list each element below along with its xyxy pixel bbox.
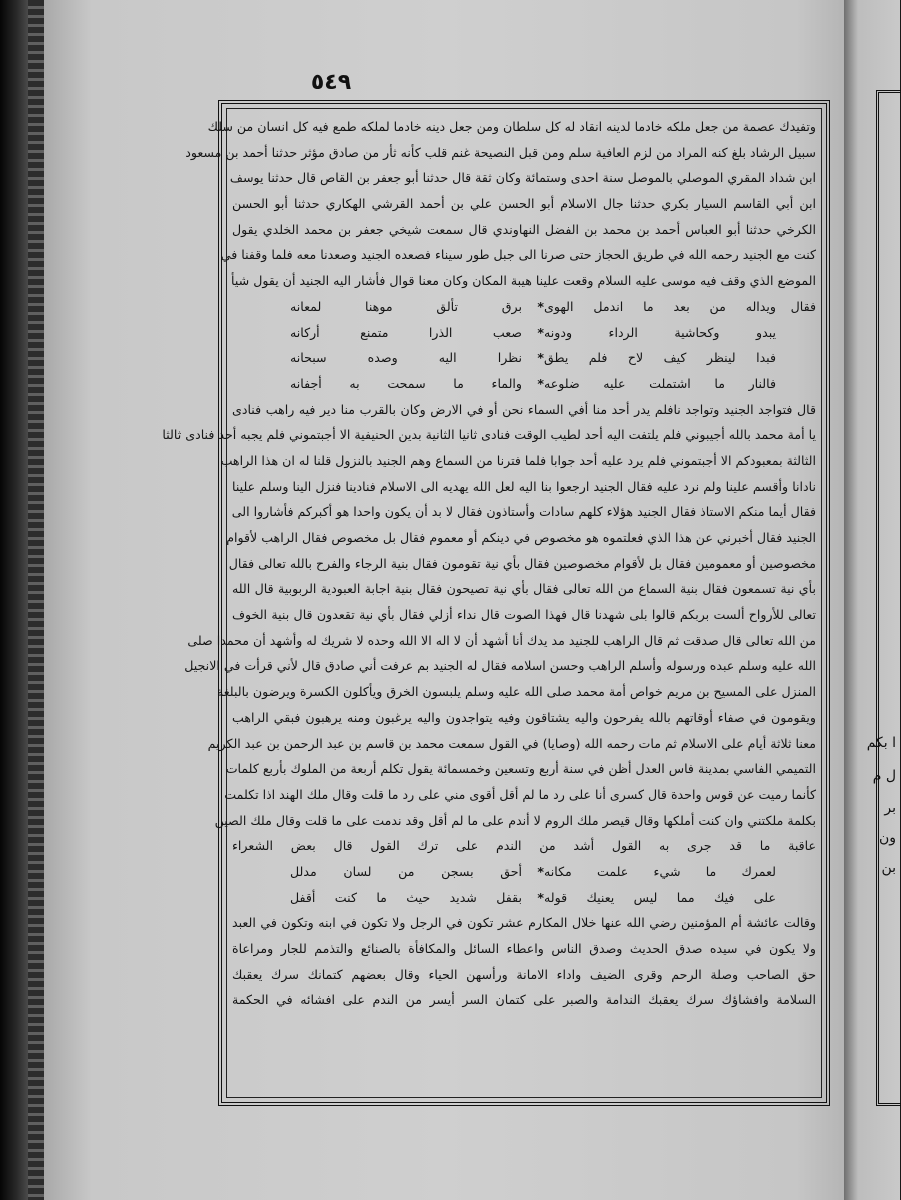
verse-separator: * — [537, 889, 544, 905]
verse-first-hemistich: يبدو وكحاشية الرداء ودونه — [544, 324, 776, 340]
verse-first-hemistich: لعمرك ما شيء علمت مكانه — [544, 863, 776, 879]
facing-page-fragment: ون — [878, 830, 896, 846]
facing-page-fragment: بن — [881, 860, 896, 876]
verse-first-hemistich: فبدا لينظر كيف لاح فلم يطق — [544, 350, 776, 366]
text-line: فقال أيما منكم الاستاذ فقال الجنيد هؤلاء كلهم سادات وأستاذون فقال لا بد أن يكون واحدا هو أكبركم فأشاروا الى — [231, 504, 816, 520]
verse-separator: * — [537, 324, 544, 340]
verse-second-hemistich: صعب الذرا متمنع أركانه — [290, 324, 522, 340]
poem-verse — [232, 859, 816, 885]
text-line: قال فتواجد الجنيد وتواجد نافلم يدر أحد منا أفي السماء نحن أو في الارض وكان بالقرب منا دير فيه راهب فنادى — [232, 401, 816, 417]
text-line: الله عليه وسلم عبده ورسوله وأسلم الراهب وحسن اسلامه فقال له الجنيد بم عرفت أني صادق قال لأني قرأت في الانجيل — [184, 658, 816, 674]
poem-verse — [232, 885, 816, 911]
text-line: معنا ثلاثة أيام على الاسلام ثم مات رحمه الله (وصايا) في القول سمعت محمد بن قاسم بن عبد الرحمن بن عبد الكريم — [207, 735, 816, 751]
poem-verse — [232, 371, 816, 397]
text-line: عاقبة ما قد جرى به القول أشد من الندم على ترك القول قال بعض الشعراء — [232, 838, 816, 854]
text-line: نادانا وأقسم علينا ولم نرد عليه فقال الجنيد ارجعوا بنا اليه لعل الله يهديه الى الاسلام فنادينا فنزل الينا وسلم علينا — [232, 478, 816, 494]
poem-intro: فقال — [790, 298, 816, 314]
text-line: ويقومون في صفاء أوقاتهم بالله يفرحون واليه يشتاقون وفيه يتواجدون واليه يرغبون ومنه يرهبون فبقي الراهب — [232, 709, 816, 725]
facing-page-fragment: بر — [884, 800, 896, 816]
facing-page-fragment: ا بكم — [866, 735, 896, 751]
text-line: يا أمة محمد بالله أجيبوني فلم يلتفت اليه أحد لطيب الوقت فنادى ثانيا الثانية بدين الحنيفية الا أجبتموني فلم يجبه أحد فنادى ثالثا — [162, 427, 816, 443]
text-line: ولا يكون في سيده صدق الحديث وصدق الناس واعطاء السائل والمكافأة بالصنائع والتذمم للجار ومراعاة — [232, 941, 816, 956]
text-line: الموضع الذي وقف فيه موسى عليه السلام وقعت علينا هيبة المكان وكان معنا قوال فأشار اليه الجنيد أن يقول شيأ — [231, 273, 816, 289]
page-number: ٥٤٩ — [310, 70, 352, 95]
text-line: التميمي الفاسي بمدينة فاس العدل أظن في سنة أربع وتسعين وخمسمائة يقول تكلم أربعة من الملوك بأربع كلمات — [225, 761, 816, 777]
verse-first-hemistich: ويداله من بعد ما اندمل الهوى — [544, 298, 776, 314]
verse-separator: * — [537, 863, 544, 879]
verse-second-hemistich: بقفل شديد حيث ما كنت أقفل — [290, 889, 522, 905]
body-text — [162, 114, 816, 1094]
verse-first-hemistich: فالنار ما اشتملت عليه ضلوعه — [544, 375, 776, 391]
text-line: كنت مع الجنيد رحمه الله في طريق الحجاز حتى صرنا الى جبل طور سيناء فصعده الجنيد وصعدنا معه فلما وقفنا في — [220, 247, 816, 263]
facing-page-fragment: ل م — [872, 768, 896, 784]
text-line: حق الصاحب وصلة الرحم وقرى الضيف واداء الامانة ورأسهن الحياء وقال بعضهم كتمانك سرك يعقبك — [232, 966, 816, 982]
text-line: بكلمة ملكتني وان كنت أملكها وقال قيصر ملك الروم لا أندم على ما لم أقل وقد ندمت على ما قلت وقال ملك الصين — [214, 812, 816, 828]
book-spine — [0, 0, 28, 1200]
text-line: كأنما رميت عن قوس واحدة قال كسرى أنا على رد ما لم أقل أقوى مني على رد ما قلت وقال ملك الهند اذا تكلمت — [224, 786, 816, 802]
verse-second-hemistich: برق تألق موهنا لمعانه — [290, 298, 522, 314]
verse-first-hemistich: على فيك مما ليس يعنيك قوله — [544, 889, 776, 905]
facing-page-edge — [844, 0, 900, 1200]
text-line: وقالت عائشة أم المؤمنين رضي الله عنها خلال المكارم عشر تكون في الرجل ولا تكون في ابنه وتكون في العبد — [232, 915, 816, 931]
text-line: الكرخي حدثنا أبو العباس أحمد بن محمد بن الفضل النهاوندي قال سمعت شيخي جعفر بن محمد الخلدي يقول — [232, 221, 816, 237]
verse-second-hemistich: نظرا اليه وصده سبحانه — [290, 350, 522, 366]
text-line: من الله تعالى قال صدقت ثم قال الراهب للجنيد مد يدك أنا أشهد أن لا اله الا الله وحده لا شريك له وأشهد أن محمدا صلى — [187, 632, 816, 648]
text-line: ابن أبي القاسم السيار بكري حدثنا جال الاسلام أبو الحسن علي بن أحمد القرشي الهكاري حدثنا أبو الحسن — [232, 196, 816, 212]
text-line: الجنيد فقال أخبرني عن هذا الذي فعلتموه هو مخصوص في دينكم أو معموم فقال بل مخصوص فقال الراهب لأقوام — [226, 530, 816, 545]
text-line: ابن شداد المقري الموصلي بالموصل سنة احدى وستمائة وكان ثقة قال حدثنا أبو جعفر بن القاص قال حدثنا يوسف — [229, 170, 816, 186]
text-line: بأي نية تسمعون فقال بنية السماع من الله تعالى فقال بأي نية تصيحون فقال بنية اجابة العبودية الربوبية قال الله — [232, 581, 816, 597]
facing-page-frame — [876, 90, 901, 1106]
text-line: الثالثة بمعبودكم الا أجبتموني فلم يرد عليه أحد جوابا فلما فترنا من السماع وهم الجنيد بالنزول قلنا له ان هذا الراهب — [220, 452, 816, 468]
poem-verse — [232, 320, 816, 346]
text-frame — [162, 100, 830, 1106]
text-line: وتفيدك عصمة من جعل ملكه خادما لدينه انقاد له كل سلطان ومن جعل دينه خادما لملكه طمع فيه كل انسان من سلك — [207, 119, 816, 134]
text-line: تعالى للأرواح ألست بربكم قالوا بلى شهدنا قال فهذا الصوت قال نداء أزلي فقال بأي نية تقعدون قال بنية الخوف — [232, 607, 816, 623]
verse-second-hemistich: والماء ما سمحت به أجفانه — [290, 375, 522, 391]
verse-second-hemistich: أحق بسجن من لسان مدلل — [290, 863, 522, 879]
poem-verse — [232, 294, 816, 320]
poem-verse — [232, 345, 816, 371]
text-line: سبيل الرشاد بلغ كنه المراد من لزم العافية سلم ومن قبل النصيحة غنم قلب كأنه ثأر من صادق مؤثر حدثنا أحمد بن مسعود — [185, 144, 816, 160]
verse-separator: * — [537, 298, 544, 314]
text-line: المنزل على المسيح بن مريم خواص أمة محمد صلى الله عليه وسلم يلبسون الخرق ويأكلون الكسرة ويرضون بالبلغة — [216, 684, 816, 700]
verse-separator: * — [537, 350, 544, 366]
text-line: السلامة وافشاؤك سرك يعقبك الندامة والصبر على كتمان السر أيسر من الندم على افشائه في الحكمة — [232, 992, 816, 1008]
text-line: مخصوصين أو معمومين فقال بل لأقوام مخصوصين فقال بأي نية تقومون فقال بنية الرجاء والفرح بالله تعالى فقال — [228, 555, 816, 571]
verse-separator: * — [537, 375, 544, 391]
